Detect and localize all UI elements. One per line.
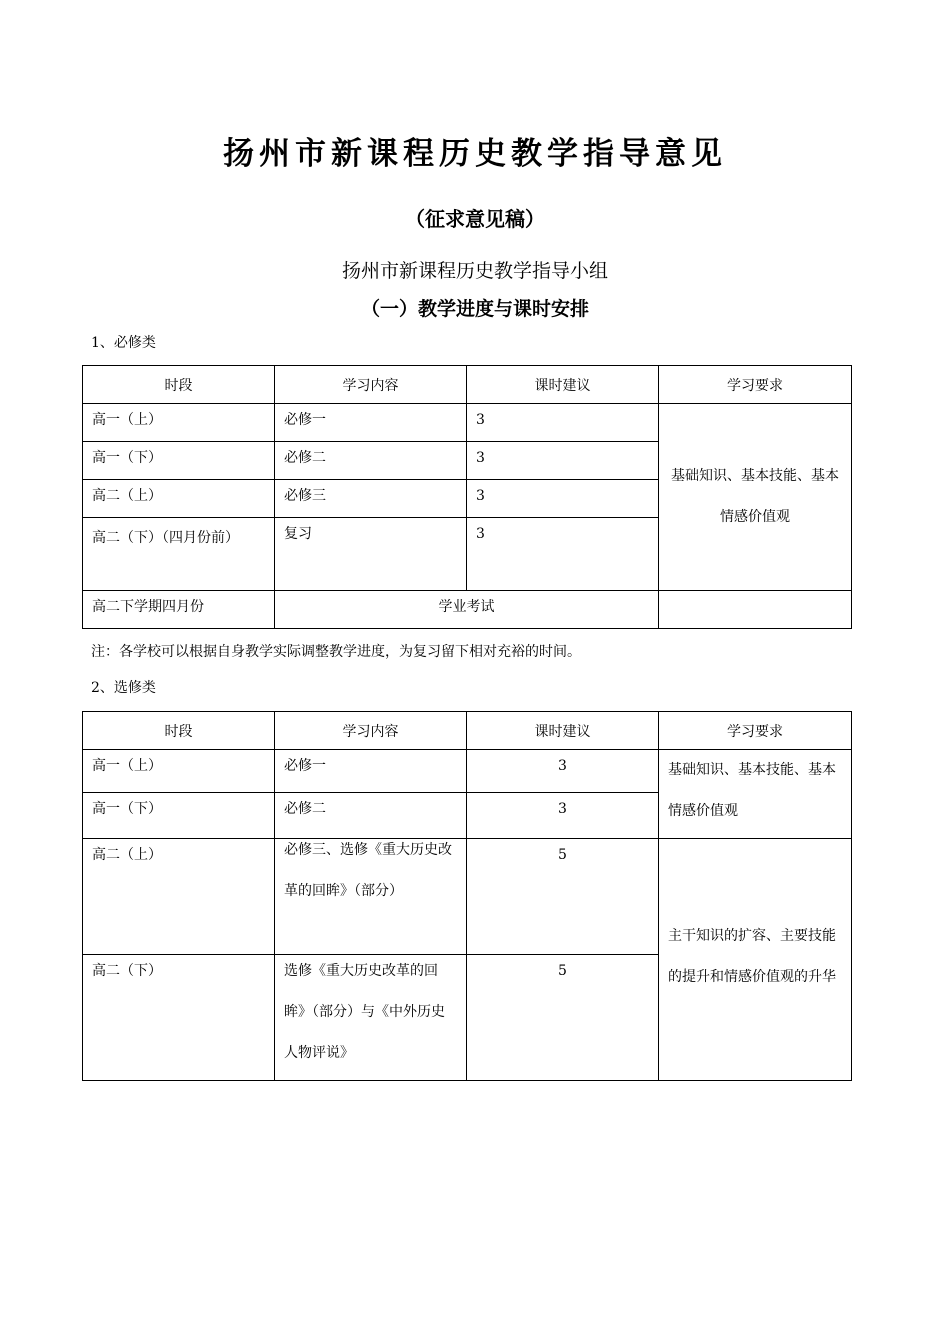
cell-period: 高二（上）: [83, 839, 275, 955]
header-hours: 课时建议: [467, 366, 659, 404]
cell-hours: 3: [467, 480, 659, 518]
cell-content: 必修一: [275, 750, 467, 793]
table-header-row: [83, 712, 852, 750]
cell-requirement: 主干知识的扩容、主要技能的提升和情感价值观的升华: [659, 839, 852, 1081]
cell-hours: 3: [467, 793, 659, 839]
required-courses-table: [82, 365, 852, 629]
cell-content: 复习: [275, 518, 467, 591]
cell-period: 高一（上）: [83, 404, 275, 442]
cell-period: 高一（下）: [83, 793, 275, 839]
table-row: [83, 591, 852, 629]
header-hours: 课时建议: [467, 712, 659, 750]
cell-hours: 5: [467, 955, 659, 1081]
cell-empty: [659, 591, 852, 629]
cell-period: 高一（下）: [83, 442, 275, 480]
section-heading: （一）教学进度与课时安排: [360, 298, 589, 320]
cell-period: 高二（上）: [83, 480, 275, 518]
cell-content-text: 选修《重大历史改革的回眸》（部分）与《中外历史人物评说》: [284, 963, 445, 1061]
header-content: 学习内容: [275, 712, 467, 750]
cell-hours: 3: [467, 518, 659, 591]
cell-period: 高一（上）: [83, 750, 275, 793]
cell-content: 必修三: [275, 480, 467, 518]
header-period: 时段: [83, 712, 275, 750]
cell-exam-label: 学业考试: [275, 591, 659, 629]
header-requirement: 学习要求: [659, 366, 852, 404]
cell-content: [275, 839, 467, 955]
table-header-row: [83, 366, 852, 404]
cell-content: [275, 955, 467, 1081]
cell-requirement: 基础知识、基本技能、基本情感价值观: [659, 750, 852, 839]
cell-period: 高二（下）: [83, 955, 275, 1081]
cell-exam-period: 高二下学期四月份: [83, 591, 275, 629]
part1-label: 1、必修类: [91, 335, 156, 351]
header-period: 时段: [83, 366, 275, 404]
cell-content: 必修二: [275, 793, 467, 839]
part2-label: 2、选修类: [91, 680, 156, 696]
cell-content-text: 必修三、选修《重大历史改革的回眸》（部分）: [284, 842, 452, 899]
cell-hours: 3: [467, 750, 659, 793]
cell-content: 必修二: [275, 442, 467, 480]
cell-requirement: 基础知识、基本技能、基本情感价值观: [659, 404, 852, 591]
cell-hours: 3: [467, 442, 659, 480]
document-title: 扬州市新课程历史教学指导意见: [223, 136, 727, 172]
document-subtitle: （征求意见稿）: [405, 207, 545, 231]
cell-content: 必修一: [275, 404, 467, 442]
author-group: 扬州市新课程历史教学指导小组: [341, 260, 608, 282]
cell-period: 高二（下）（四月份前）: [83, 518, 275, 591]
elective-courses-table: [82, 711, 852, 1081]
header-requirement: 学习要求: [659, 712, 852, 750]
cell-hours: 3: [467, 404, 659, 442]
table-row: [83, 404, 852, 442]
note-text: 注：各学校可以根据自身教学实际调整教学进度，为复习留下相对充裕的时间。: [91, 644, 581, 660]
table-row: [83, 839, 852, 955]
cell-hours: 5: [467, 839, 659, 955]
header-content: 学习内容: [275, 366, 467, 404]
table-row: [83, 750, 852, 793]
